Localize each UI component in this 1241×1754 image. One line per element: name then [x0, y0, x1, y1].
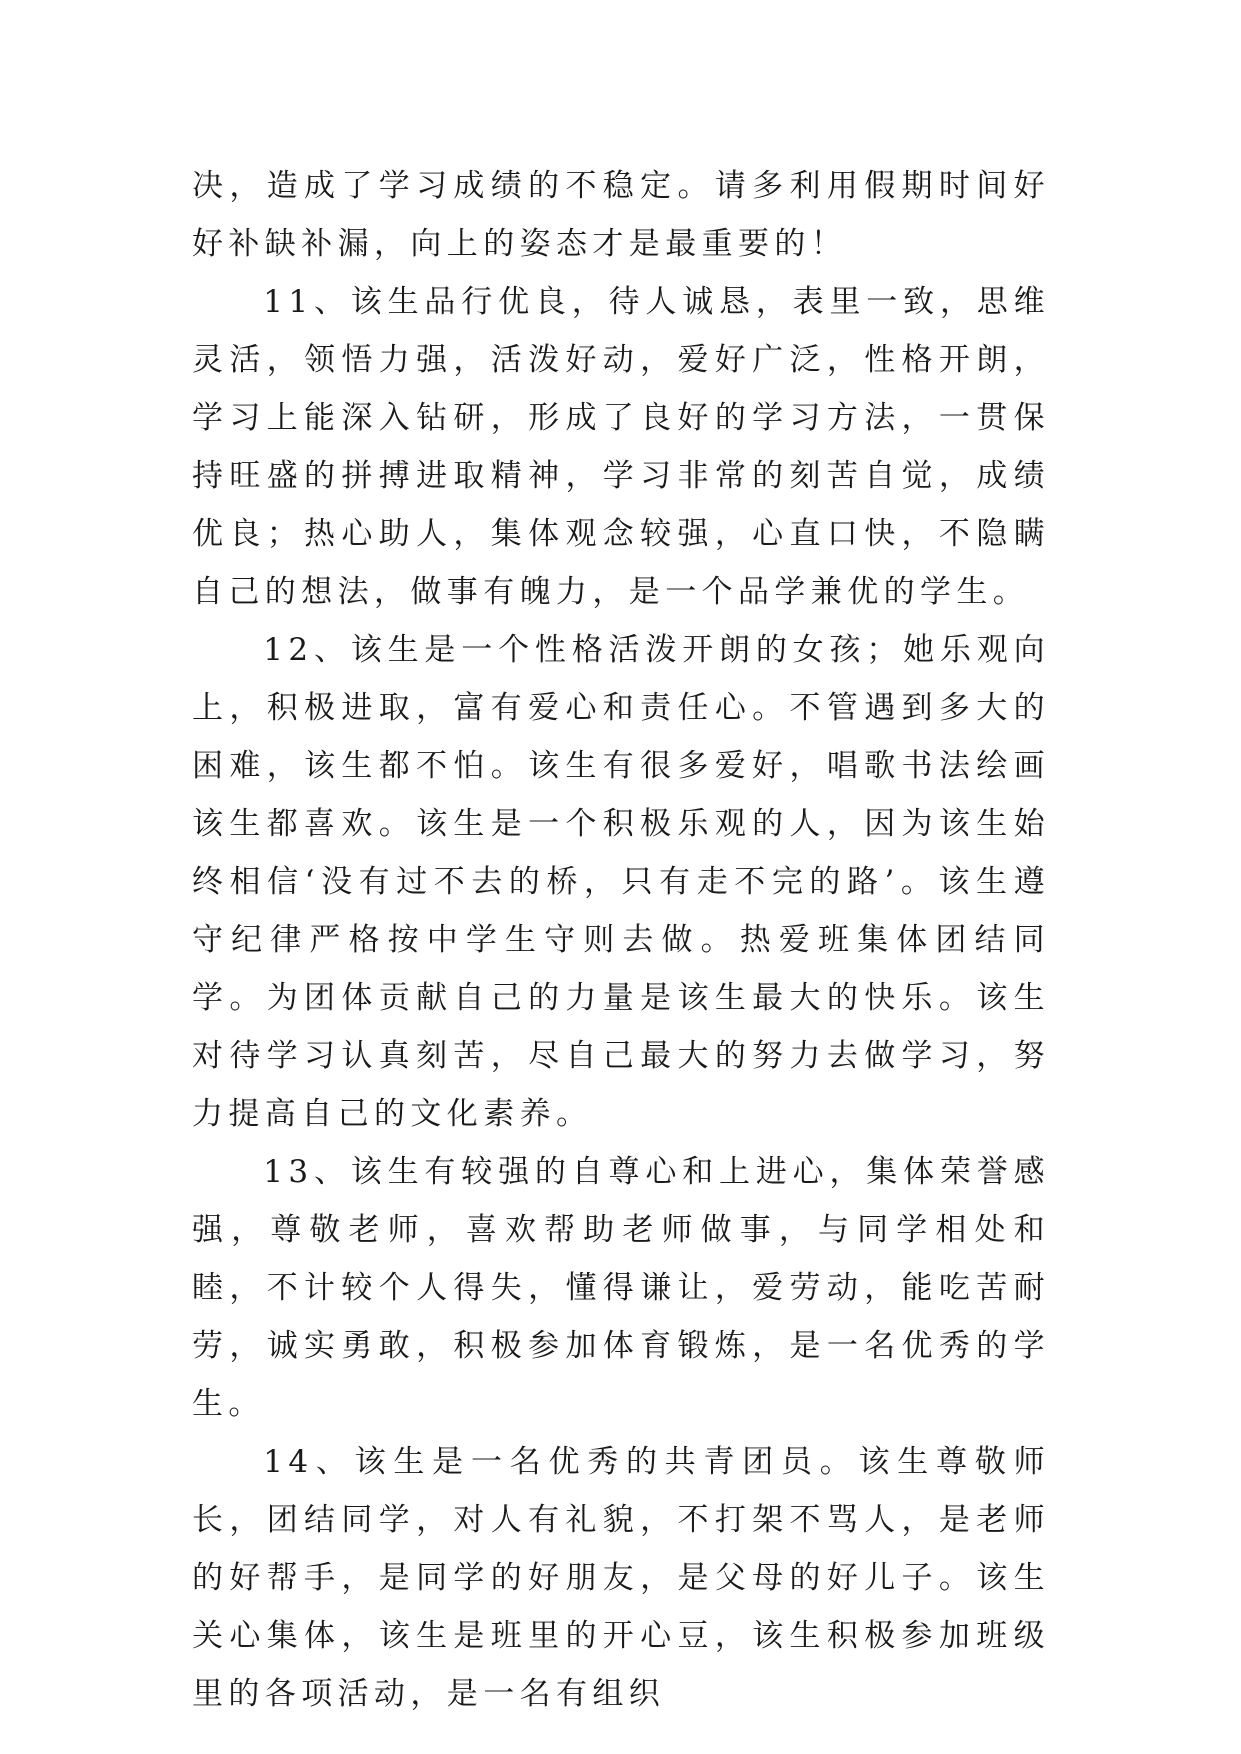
paragraph-11: 11、该生品行优良，待人诚恳，表里一致，思维灵活，领悟力强，活泼好动，爱好广泛，性格开朗，学习上能深入钻研，形成了良好的学习方法，一贯保持旺盛的拼搏进取精神，学习非常的刻苦自觉，成绩优良；热心助人，集体观念较强，心直口快，不隐瞒自己的想法，做事有魄力，是一个品学兼优的学生。	[192, 284, 1050, 610]
paragraph-12: 12、该生是一个性格活泼开朗的女孩；她乐观向上，积极进取，富有爱心和责任心。不管遇到多大的困难，该生都不怕。该生有很多爱好，唱歌书法绘画该生都喜欢。该生是一个积极乐观的人，因为该生始终相信‘没有过不去的桥，只有走不完的路’。该生遵守纪律严格按中学生守则去做。热爱班集体团结同学。为团体贡献自己的力量是该生最大的快乐。该生对待学习认真刻苦，尽自己最大的努力去做学习，努力提高自己的文化素养。	[192, 632, 1050, 1132]
document-body	[192, 157, 1050, 1723]
paragraph-13: 13、该生有较强的自尊心和上进心，集体荣誉感强，尊敬老师，喜欢帮助老师做事，与同学相处和睦，不计较个人得失，懂得谦让，爱劳动，能吃苦耐劳，诚实勇敢，积极参加体育锻炼，是一名优秀的学生。	[192, 1154, 1050, 1422]
paragraph-10-continued: 决，造成了学习成绩的不稳定。请多利用假期时间好好补缺补漏，向上的姿态才是最重要的！	[192, 168, 1050, 262]
paragraph-14: 14、该生是一名优秀的共青团员。该生尊敬师长，团结同学，对人有礼貌，不打架不骂人，是老师的好帮手，是同学的好朋友，是父母的好儿子。该生关心集体，该生是班里的开心豆，该生积极参加班级里的各项活动，是一名有组织	[192, 1444, 1050, 1712]
